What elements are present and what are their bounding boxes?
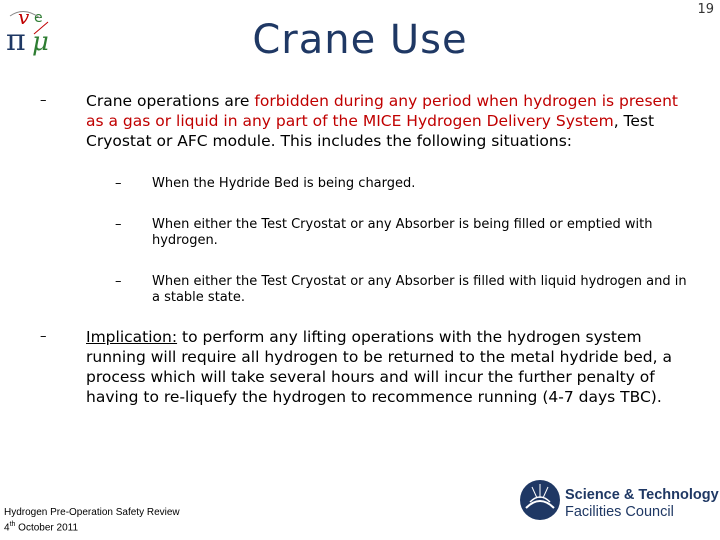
footer-title: Hydrogen Pre-Operation Safety Review (4, 507, 180, 518)
page-number: 19 (697, 2, 714, 17)
sub-bullet-text: When either the Test Cryostat or any Absorber is being filled or emptied with hydrogen. (152, 217, 653, 248)
sub-bullet-text: When the Hydride Bed is being charged. (152, 176, 416, 191)
bullet-text (86, 91, 686, 151)
sub-bullet-marker: – (115, 217, 122, 232)
svg-text:π: π (6, 23, 26, 56)
svg-text:e: e (34, 10, 43, 26)
page-title: Crane Use (252, 17, 468, 63)
sub-bullet-marker: – (115, 274, 122, 289)
bullet-text-tail: , Test Cryostat or AFC module. This includes the following situations: (86, 112, 655, 150)
sub-bullet-marker: – (115, 176, 122, 191)
implication-text: to perform any lifting operations with the hydrogen system running will require all hydrogen to be returned to the metal hydride bed, a process which will take several hours and will incur the further penalty of having to re-liquefy the hydrogen to recommence running (4-7 days TBC). (86, 328, 672, 406)
footer (4, 507, 180, 534)
footer-date: 4th October 2011 (4, 521, 79, 534)
bullet-text-intro: Crane operations are (86, 92, 255, 110)
bullet-marker: – (40, 329, 47, 344)
svg-text:v: v (18, 5, 30, 29)
sub-bullet-text: When either the Test Cryostat or any Absorber is filled with liquid hydrogen and in a stable state. (152, 274, 687, 305)
svg-text:μ: μ (32, 27, 49, 56)
stfc-name-line2: Facilities Council (565, 504, 674, 520)
implication-label: Implication: (86, 328, 178, 346)
stfc-name-line1: Science & Technology (565, 487, 719, 503)
bullet-text-highlight: forbidden during any period when hydrogen is present as a gas or liquid in any part of the MICE Hydrogen Delivery System (86, 92, 678, 130)
bullet-text (86, 327, 686, 407)
bullet-marker: – (40, 93, 47, 108)
